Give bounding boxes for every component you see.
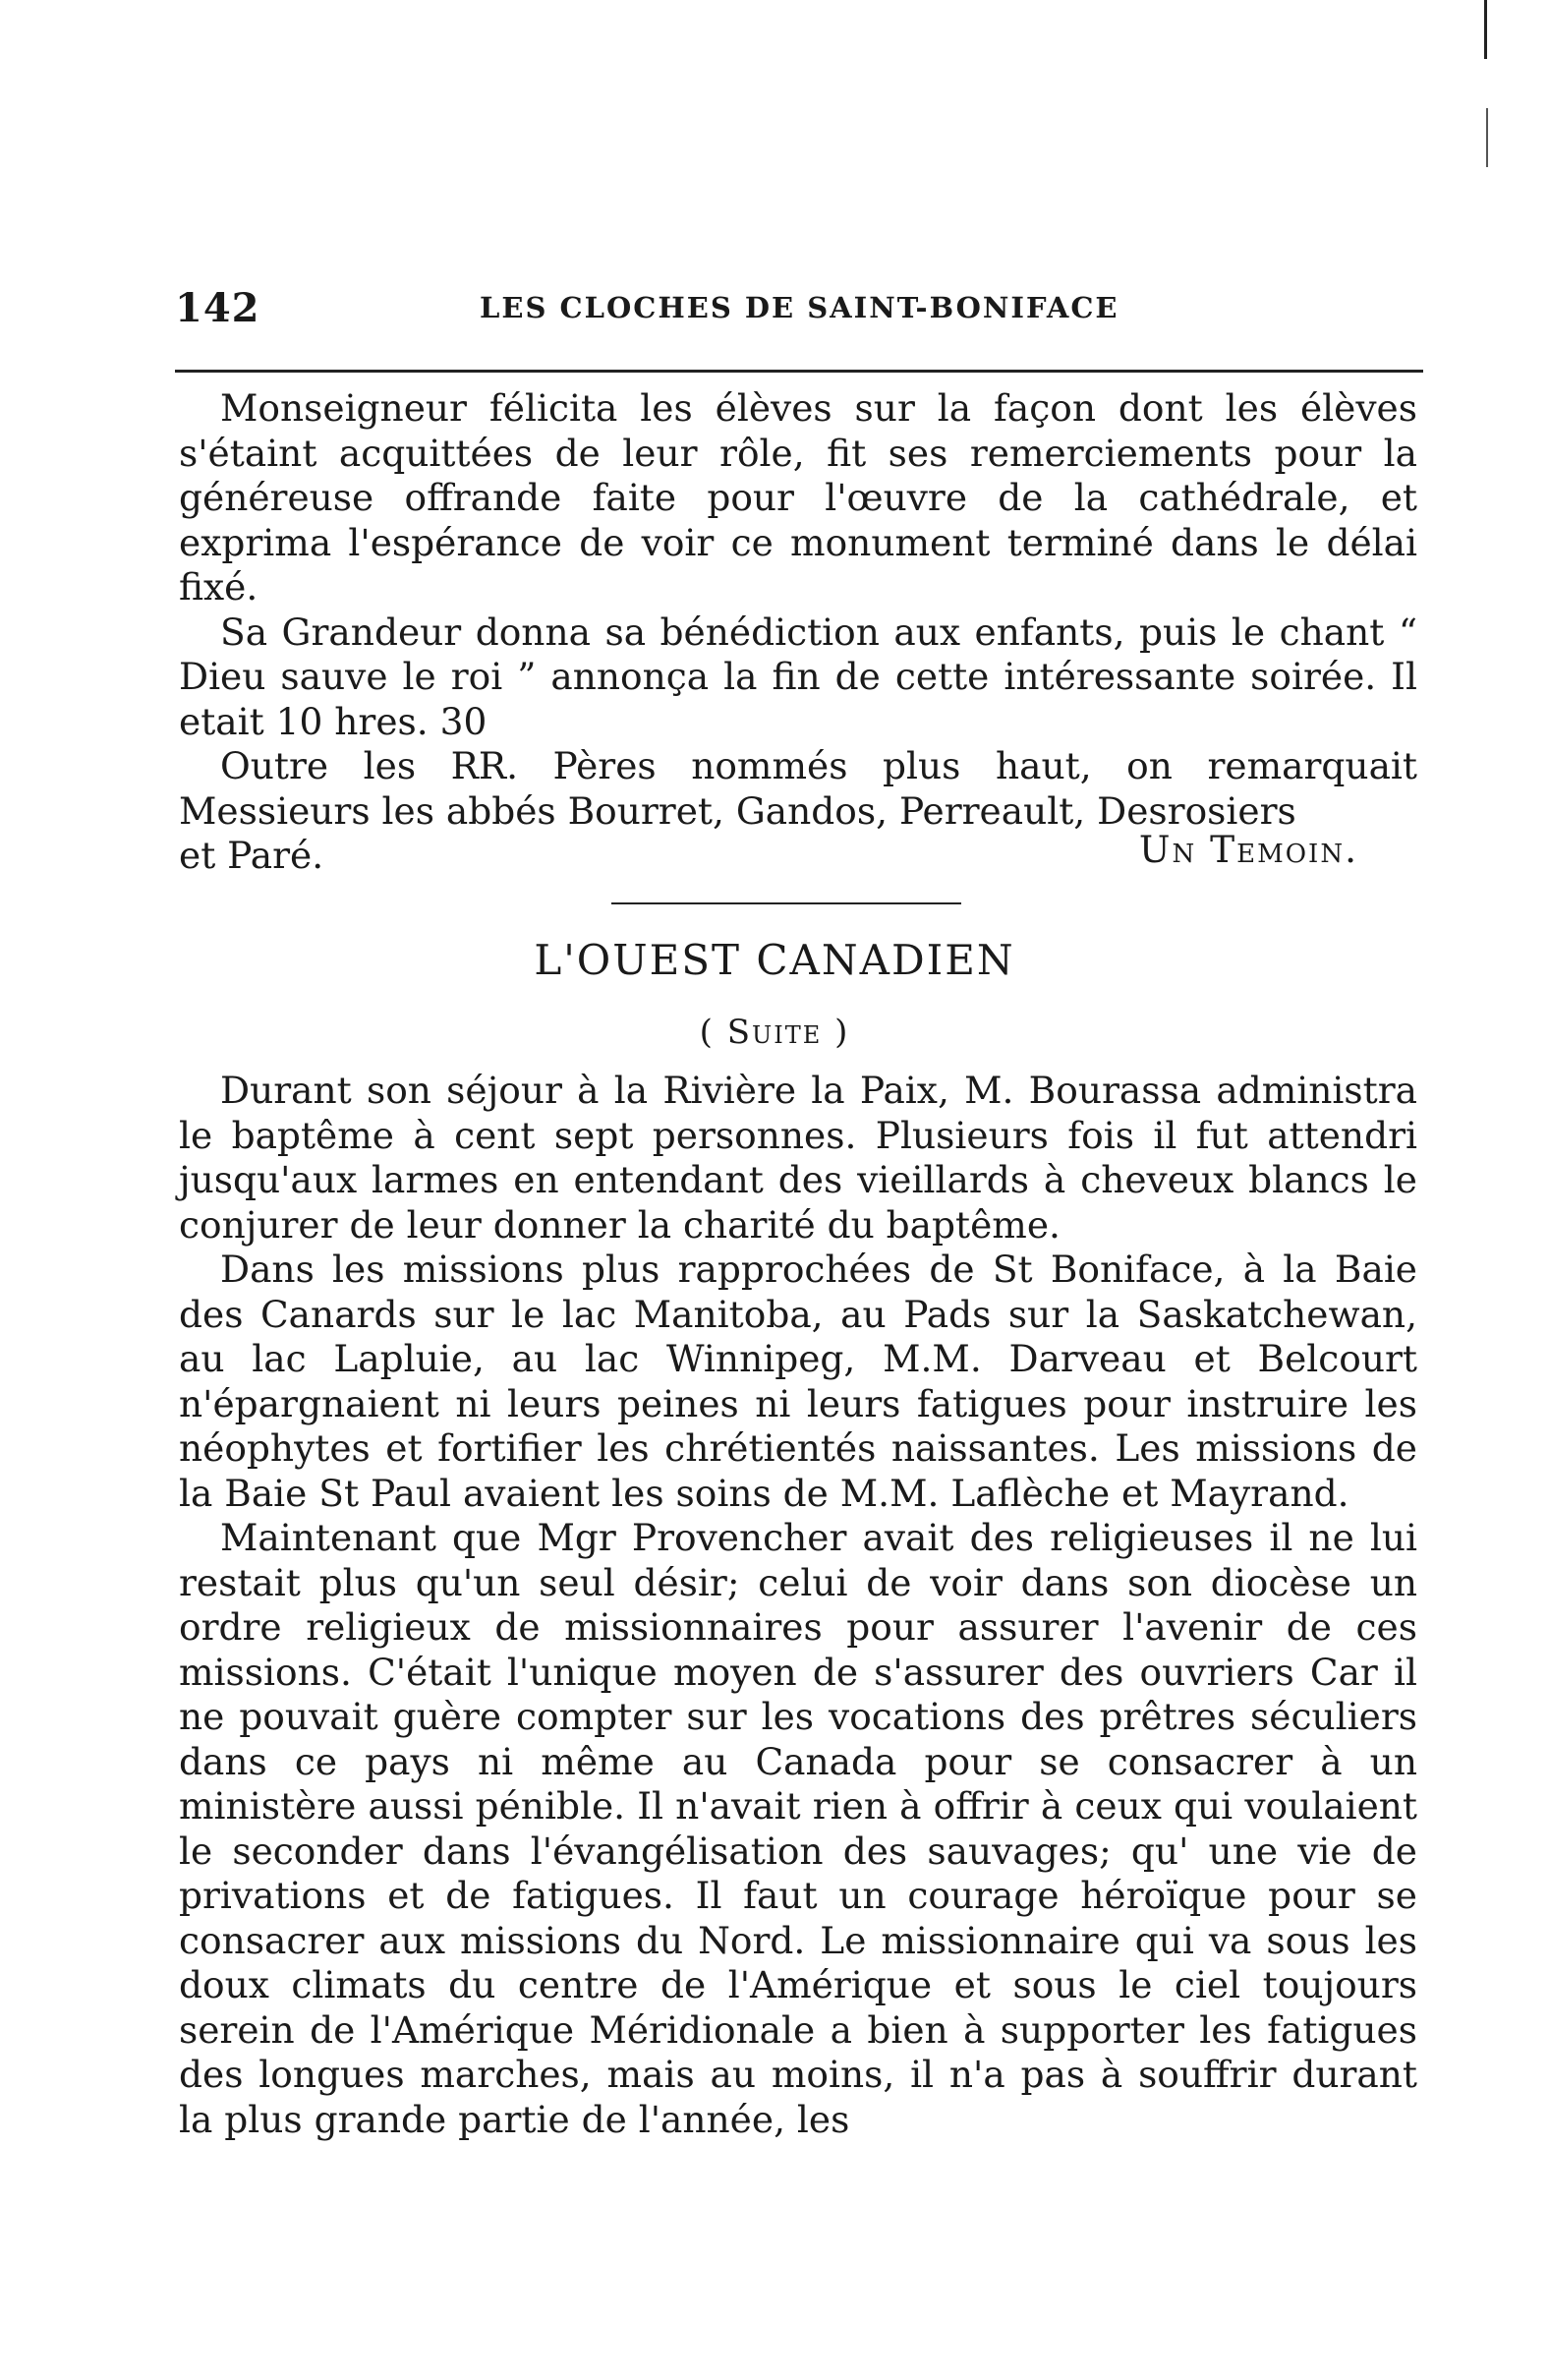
signature-line (179, 828, 1417, 879)
section-divider (611, 902, 961, 904)
page-header (175, 285, 1423, 334)
section-paragraph: Dans les missions plus rapprochées de St Boniface, à la Baie des Canards sur le lac Manitoba, au Pads sur la Saskatchewan, au lac Lapluie, au lac Winnipeg, M.M. Darveau et Belcourt n'épargnaient ni leurs peines ni leurs fatigues pour instruire les néophytes et fortifier les chrétientés naissantes. Les missions de la Baie St Paul avaient les soins de M.M. Laflèche et Mayrand. (179, 1248, 1417, 1515)
scan-edge-mark (1486, 108, 1488, 167)
header-rule (175, 370, 1423, 373)
section-paragraph: Maintenant que Mgr Provencher avait des religieuses il ne lui restait plus qu'un seul désir; celui de voir dans son diocèse un ordre religieux de missionnaires pour assurer l'avenir de ces missions. C'était l'unique moyen de s'assurer des ouvriers Car il ne pouvait guère compter sur les vocations des prêtres séculiers dans ce pays ni même au Canada pour se consacrer à un ministère aussi pénible. Il n'avait rien à offrir à ceux qui voulaient le seconder dans l'évangélisation des sauvages; qu' une vie de privations et de fatigues. Il faut un courage héroïque pour se consacrer aux missions du Nord. Le missionnaire qui va sous les doux climats du centre de l'Amérique et sous le ciel toujours serein de l'Amérique Méridionale a bien à supporter les fatigues des longues marches, mais au moins, il n'a pas à souffrir durant la plus grande partie de l'année, les (179, 1516, 1417, 2141)
signature: Un Temoin. (1138, 828, 1358, 871)
report-paragraph: Monseigneur félicita les élèves sur la façon dont les élèves s'étaint acquittées de leur rôle, fit ses remerciements pour la généreuse offrande faite pour l'œuvre de la cathédrale, et exprima l'espérance de voir ce monument terminé dans le délai fixé. (179, 386, 1417, 609)
section-text (179, 1069, 1417, 2142)
report-paragraph: Outre les RR. Pères nommés plus haut, on remarquait Messieurs les abbés Bourret, Gandos, Perreault, Desrosiers (179, 744, 1417, 833)
closing-text: et Paré. (179, 834, 324, 877)
section-title: L'OUEST CANADIEN (534, 936, 1015, 984)
section-subtitle: ( Suite ) (699, 1013, 850, 1052)
running-title: LES CLOCHES DE SAINT-BONIFACE (480, 291, 1119, 324)
page-number: 142 (175, 285, 260, 331)
report-paragraph: Sa Grandeur donna sa bénédiction aux enfants, puis le chant “ Dieu sauve le roi ” annonça la fin de cette intéressante soirée. Il etait 10 hres. 30 (179, 610, 1417, 743)
scan-edge-mark (1484, 0, 1487, 59)
section-paragraph: Durant son séjour à la Rivière la Paix, M. Bourassa administra le baptême à cent sept personnes. Plusieurs fois il fut attendri jusqu'aux larmes en entendant des vieillards à cheveux blancs le conjurer de leur donner la charité du baptême. (179, 1069, 1417, 1247)
report-text (179, 386, 1417, 879)
